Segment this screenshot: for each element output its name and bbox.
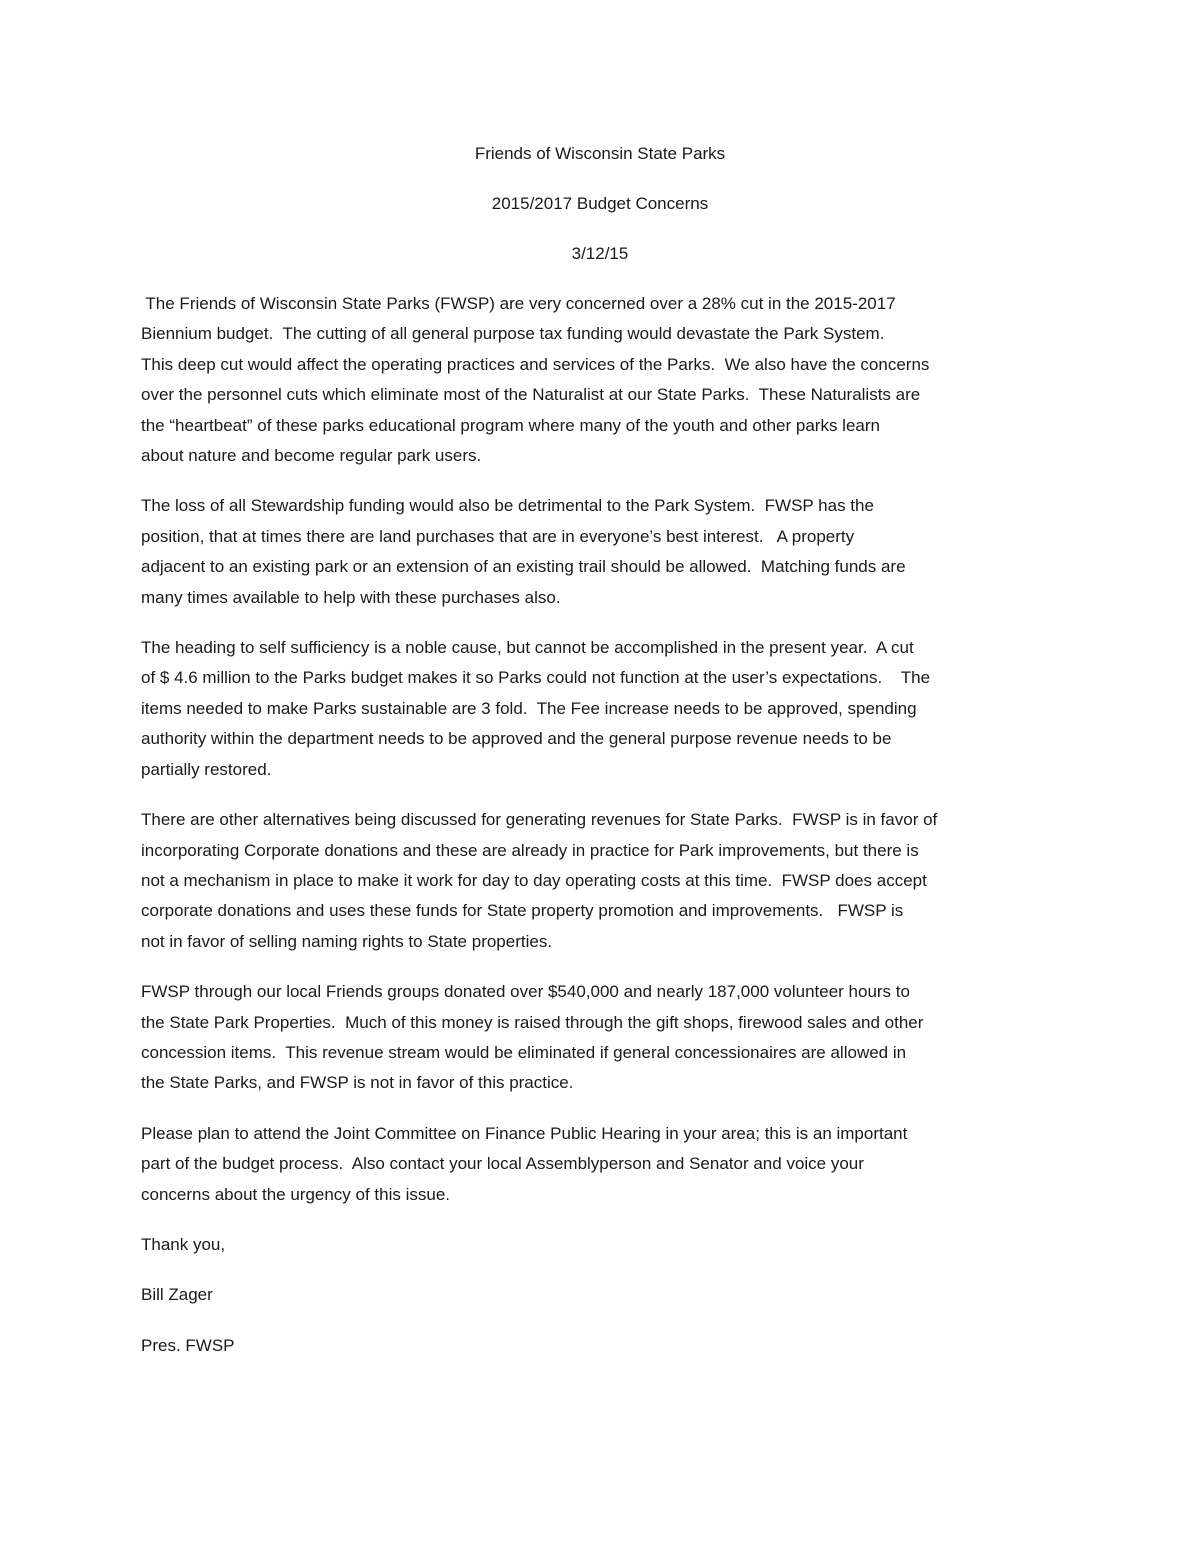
closing-salutation: Thank you, bbox=[141, 1234, 226, 1254]
body-paragraph bbox=[141, 289, 1081, 471]
paragraph-line: of $ 4.6 million to the Parks budget makes it so Parks could not function at the user’s expectations. The bbox=[141, 668, 931, 688]
paragraph-line: FWSP through our local Friends groups donated over $540,000 and nearly 187,000 volunteer hours to bbox=[141, 982, 910, 1002]
subject-title: 2015/2017 Budget Concerns bbox=[491, 194, 709, 213]
paragraph-line: Biennium budget. The cutting of all general purpose tax funding would devastate the Park System. bbox=[141, 324, 885, 344]
paragraph-line: incorporating Corporate donations and these are already in practice for Park improvements, but there is bbox=[141, 840, 919, 860]
signer-title: Pres. FWSP bbox=[141, 1335, 235, 1355]
paragraph-line: position, that at times there are land purchases that are in everyone’s best interest. A property bbox=[141, 526, 855, 546]
paragraph-line: This deep cut would affect the operating practices and services of the Parks. We also have the concerns bbox=[141, 354, 930, 374]
paragraph-line: authority within the department needs to be approved and the general purpose revenue needs to be bbox=[141, 729, 892, 749]
paragraph-line: part of the budget process. Also contact your local Assemblyperson and Senator and voice your bbox=[141, 1154, 864, 1174]
body-paragraph bbox=[141, 633, 1081, 785]
paragraph-line: over the personnel cuts which eliminate most of the Naturalist at our State Parks. These Naturalists are bbox=[141, 385, 921, 405]
organization-title: Friends of Wisconsin State Parks bbox=[474, 144, 726, 163]
paragraph-line: corporate donations and uses these funds for State property promotion and improvements. FWSP is bbox=[141, 901, 904, 921]
signer-name: Bill Zager bbox=[141, 1285, 213, 1305]
paragraph-line: the State Parks, and FWSP is not in favor of this practice. bbox=[141, 1073, 574, 1093]
paragraph-line: about nature and become regular park users. bbox=[141, 446, 482, 466]
paragraph-line: concerns about the urgency of this issue. bbox=[141, 1184, 451, 1204]
letter-page bbox=[141, 139, 1081, 1381]
paragraph-line: not in favor of selling naming rights to State properties. bbox=[141, 931, 553, 951]
letter-body bbox=[141, 289, 1081, 1210]
paragraph-line: not a mechanism in place to make it work for day to day operating costs at this time. FWSP does accept bbox=[141, 870, 927, 890]
paragraph-line: There are other alternatives being discussed for generating revenues for State Parks. FWSP is in favor of bbox=[141, 810, 938, 830]
paragraph-line: items needed to make Parks sustainable are 3 fold. The Fee increase needs to be approved, spending bbox=[141, 698, 917, 718]
paragraph-line: Please plan to attend the Joint Committee on Finance Public Hearing in your area; this is an important bbox=[141, 1123, 908, 1143]
paragraph-line: the State Park Properties. Much of this money is raised through the gift shops, firewood sales and other bbox=[141, 1012, 924, 1032]
paragraph-line: the “heartbeat” of these parks educational program where many of the youth and other parks learn bbox=[141, 415, 880, 435]
paragraph-line: many times available to help with these purchases also. bbox=[141, 587, 561, 607]
paragraph-line: concession items. This revenue stream would be eliminated if general concessionaires are allowed in bbox=[141, 1042, 907, 1062]
body-paragraph bbox=[141, 805, 1081, 957]
body-paragraph bbox=[141, 977, 1081, 1099]
paragraph-line: partially restored. bbox=[141, 759, 272, 779]
paragraph-line: The Friends of Wisconsin State Parks (FWSP) are very concerned over a 28% cut in the 2015-2017 bbox=[141, 294, 896, 313]
letter-date: 3/12/15 bbox=[571, 244, 629, 263]
paragraph-line: adjacent to an existing park or an extension of an existing trail should be allowed. Matching funds are bbox=[141, 557, 906, 577]
body-paragraph bbox=[141, 491, 1081, 613]
paragraph-line: The loss of all Stewardship funding would also be detrimental to the Park System. FWSP has the bbox=[141, 496, 874, 516]
paragraph-line: The heading to self sufficiency is a noble cause, but cannot be accomplished in the present year. A cut bbox=[141, 638, 914, 658]
body-paragraph bbox=[141, 1119, 1081, 1210]
